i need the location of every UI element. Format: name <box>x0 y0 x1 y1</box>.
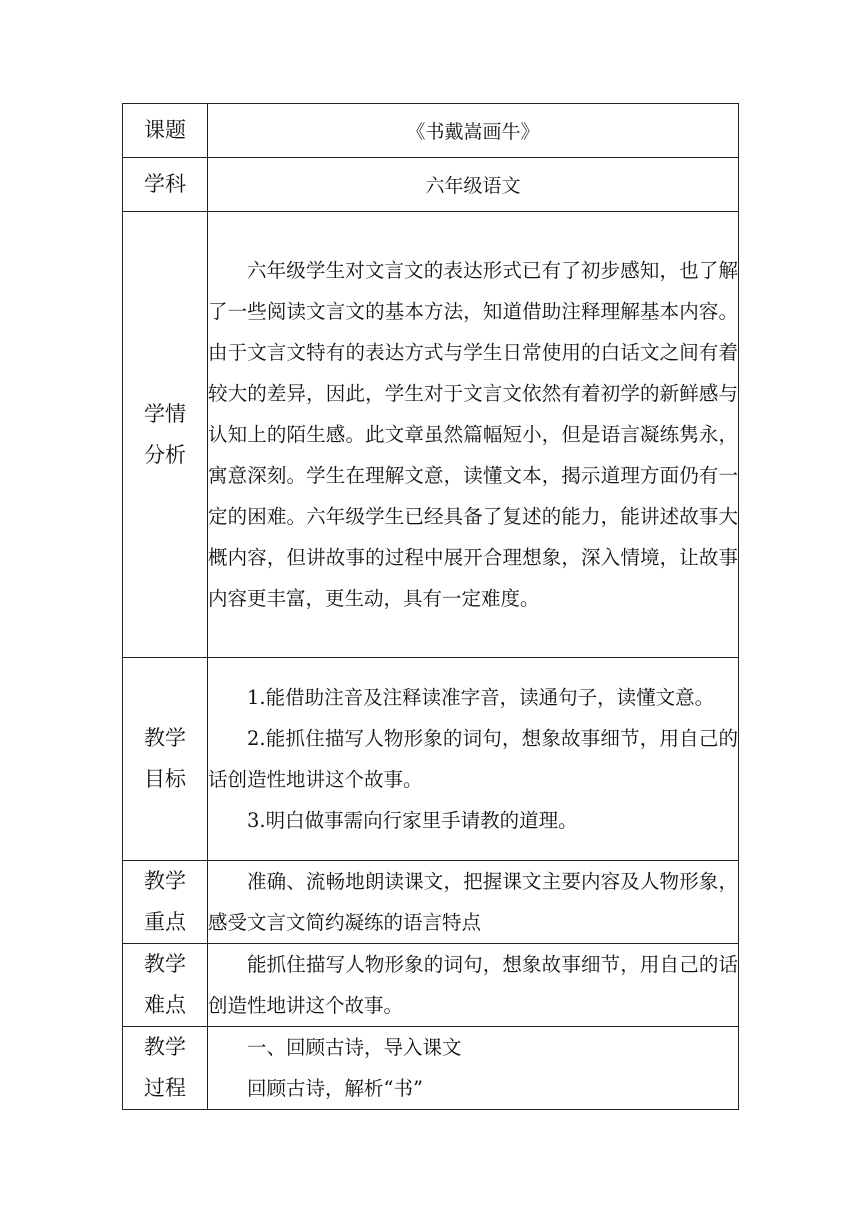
label-key-points-line2: 重点 <box>144 910 186 934</box>
row-process <box>123 1027 739 1110</box>
row-key-points <box>123 861 739 944</box>
value-topic: 《书戴嵩画牛》 <box>208 104 739 158</box>
difficulties-text: 能抓住描写人物形象的词句，想象故事细节，用自己的话创造性地讲这个故事。 <box>208 953 738 1017</box>
label-subject: 学科 <box>123 158 208 212</box>
process-item-1: 一、回顾古诗，导入课文 <box>247 1036 462 1059</box>
label-difficulties-line2: 难点 <box>144 993 186 1017</box>
label-process <box>123 1027 208 1110</box>
goal-item-1: 1.能借助注音及注释读准字音，读通句子，读懂文意。 <box>247 686 715 709</box>
row-difficulties <box>123 944 739 1027</box>
label-analysis-line1: 学情 <box>144 401 186 426</box>
label-goals-line1: 教学 <box>144 726 186 750</box>
goal-item-2: 2.能抓住描写人物形象的词句，想象故事细节，用自己的话创造性地讲这个故事。 <box>208 727 738 791</box>
label-difficulties <box>123 944 208 1027</box>
value-analysis <box>208 212 739 658</box>
label-goals-line2: 目标 <box>144 767 186 791</box>
value-difficulties <box>208 944 739 1027</box>
label-process-line2: 过程 <box>144 1076 186 1100</box>
key-points-text: 准确、流畅地朗读课文，把握课文主要内容及人物形象，感受文言文简约凝练的语言特点 <box>208 870 738 934</box>
row-goals <box>123 658 739 861</box>
lesson-plan-table <box>122 103 739 1110</box>
label-analysis <box>123 212 208 658</box>
label-key-points-line1: 教学 <box>144 869 186 893</box>
value-goals <box>208 658 739 861</box>
process-item-2: 回顾古诗，解析“书” <box>247 1077 423 1100</box>
label-process-line1: 教学 <box>144 1035 186 1059</box>
value-subject: 六年级语文 <box>208 158 739 212</box>
row-subject <box>123 158 739 212</box>
goal-item-3: 3.明白做事需向行家里手请教的道理。 <box>247 809 578 832</box>
label-key-points <box>123 861 208 944</box>
label-difficulties-line1: 教学 <box>144 952 186 976</box>
value-key-points <box>208 861 739 944</box>
label-goals <box>123 658 208 861</box>
row-topic <box>123 104 739 158</box>
label-analysis-line2: 分析 <box>144 442 186 467</box>
label-topic: 课题 <box>123 104 208 158</box>
analysis-paragraph: 六年级学生对文言文的表达形式已有了初步感知，也了解了一些阅读文言文的基本方法，知道借助注释理解基本内容。由于文言文特有的表达方式与学生日常使用的白话文之间有着较大的差异，因此，学生对于文言文依然有着初学的新鲜感与认知上的陌生感。此文章虽然篇幅短小，但是语言凝练隽永，寓意深刻。学生在理解文意，读懂文本，揭示道理方面仍有一定的困难。六年级学生已经具备了复述的能力，能讲述故事大概内容，但讲故事的过程中展开合理想象，深入情境，让故事内容更丰富，更生动，具有一定难度。 <box>208 259 738 610</box>
row-analysis <box>123 212 739 658</box>
value-process <box>208 1027 739 1110</box>
